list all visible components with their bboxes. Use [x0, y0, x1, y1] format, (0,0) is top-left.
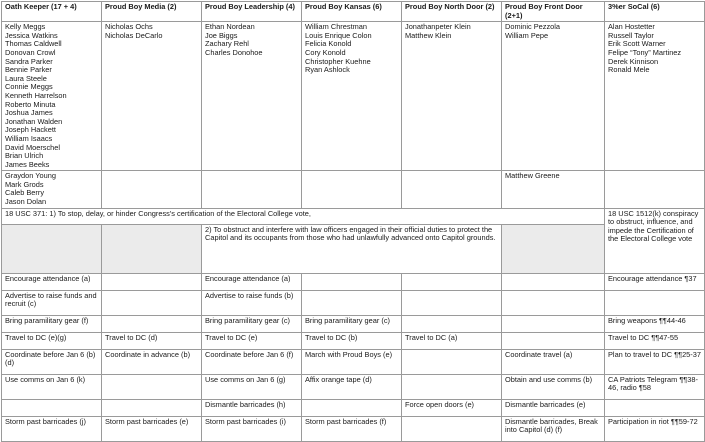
overt-act-cell: Bring paramilitary gear (c) — [202, 315, 302, 332]
person-name: Donovan Crowl — [5, 47, 56, 57]
person-name: Felipe “Tony” Martinez — [608, 47, 682, 57]
person-name: Kenneth Harrelson — [5, 90, 67, 100]
overt-act-cell — [302, 290, 402, 315]
person-name: Cory Konold — [305, 47, 346, 57]
overt-act-cell — [102, 399, 202, 416]
person-name: Charles Donohoe — [205, 47, 263, 57]
overt-act-cell — [102, 273, 202, 290]
cooperator-row — [2, 171, 705, 208]
overt-act-row — [2, 374, 705, 399]
overt-act-cell — [402, 273, 502, 290]
person-name: Erik Scott Warner — [608, 39, 666, 49]
name-list — [2, 171, 102, 208]
column-header: Proud Boy Leadership (4) — [202, 2, 302, 22]
overt-act-cell — [402, 349, 502, 374]
defendants-row — [2, 22, 705, 171]
gray-cell — [102, 224, 202, 273]
name-list — [402, 22, 502, 171]
person-name: Ronald Mele — [608, 65, 650, 75]
column-header: Proud Boy Front Door (2+1) — [502, 2, 605, 22]
overt-acts — [2, 273, 705, 441]
person-name: James Beeks — [5, 159, 50, 169]
overt-act-cell — [2, 399, 102, 416]
person-name: Jonathanpeter Klein — [405, 22, 471, 32]
person-name: Caleb Berry — [5, 188, 45, 198]
overt-act-row — [2, 416, 705, 441]
column-header: Proud Boy Media (2) — [102, 2, 202, 22]
overt-act-cell: Travel to DC (a) — [402, 332, 502, 349]
overt-act-cell: Travel to DC ¶¶47-55 — [605, 332, 705, 349]
overt-act-cell: Dismantle barricades (h) — [202, 399, 302, 416]
overt-act-cell: Coordinate before Jan 6 (f) — [202, 349, 302, 374]
person-name: Joseph Hackett — [5, 125, 56, 135]
person-name: Ethan Nordean — [205, 22, 255, 32]
person-name: Kelly Meggs — [5, 22, 46, 32]
overt-act-cell: Storm past barricades (f) — [302, 416, 402, 441]
overt-act-cell — [502, 315, 605, 332]
overt-act-cell: Dismantle barricades, Break into Capitol (d) (f) — [502, 416, 605, 441]
overt-act-cell: Travel to DC (b) — [302, 332, 402, 349]
person-name: Louis Enrique Colon — [305, 30, 372, 40]
co-conspirator-table — [1, 1, 705, 442]
name-list — [202, 171, 302, 208]
header-row — [2, 2, 705, 22]
name-list — [102, 22, 202, 171]
overt-act-cell — [502, 290, 605, 315]
person-name: Sandra Parker — [5, 56, 53, 66]
overt-act-cell: Bring weapons ¶¶44-46 — [605, 315, 705, 332]
person-name: Matthew Greene — [505, 171, 560, 181]
overt-act-cell — [102, 290, 202, 315]
person-name: William Pepe — [505, 30, 549, 40]
column-header: Proud Boy North Door (2) — [402, 2, 502, 22]
person-name: Christopher Kuehne — [305, 56, 371, 66]
overt-act-cell: Advertise to raise funds and recruit (c) — [2, 290, 102, 315]
overt-act-cell — [402, 290, 502, 315]
person-name: William Chrestman — [305, 22, 368, 32]
person-name: Russell Taylor — [608, 30, 654, 40]
person-name: Jessica Watkins — [5, 30, 58, 40]
person-name: Alan Hostetter — [608, 22, 655, 32]
person-name: Mark Grods — [5, 179, 44, 189]
overt-act-cell — [402, 374, 502, 399]
overt-act-cell: Encourage attendance (a) — [2, 273, 102, 290]
overt-act-cell: Encourage attendance (a) — [202, 273, 302, 290]
overt-act-cell: March with Proud Boys (e) — [302, 349, 402, 374]
overt-act-row — [2, 290, 705, 315]
person-name: David Moerschel — [5, 142, 61, 152]
overt-act-cell: Use comms on Jan 6 (k) — [2, 374, 102, 399]
person-name: Zachary Rehl — [205, 39, 249, 49]
person-name: Matthew Klein — [405, 30, 452, 40]
column-header: 3%er SoCal (6) — [605, 2, 705, 22]
name-list — [302, 171, 402, 208]
overt-act-cell — [502, 273, 605, 290]
overt-act-cell: Travel to DC (e)(g) — [2, 332, 102, 349]
overt-act-row — [2, 315, 705, 332]
person-name: Connie Meggs — [5, 82, 53, 92]
overt-act-cell — [402, 315, 502, 332]
statute-1512: 18 USC 1512(k) conspiracy to obstruct, influence, and impede the Certification of the Electoral College vote — [605, 208, 705, 273]
overt-act-cell: Travel to DC (d) — [102, 332, 202, 349]
person-name: Thomas Caldwell — [5, 39, 62, 49]
person-name: Joe Biggs — [205, 30, 238, 40]
name-list — [102, 171, 202, 208]
column-header: Proud Boy Kansas (6) — [302, 2, 402, 22]
overt-act-cell: Bring paramilitary gear (f) — [2, 315, 102, 332]
overt-act-cell — [102, 374, 202, 399]
overt-act-row — [2, 273, 705, 290]
name-list — [605, 22, 705, 171]
person-name: Nicholas Ochs — [105, 22, 153, 32]
person-name: Graydon Young — [5, 171, 56, 181]
person-name: Nicholas DeCarlo — [105, 30, 163, 40]
name-list — [2, 22, 102, 171]
name-list — [605, 171, 705, 208]
person-name: Roberto Minuta — [5, 99, 56, 109]
overt-act-cell: Coordinate travel (a) — [502, 349, 605, 374]
person-name: Laura Steele — [5, 73, 47, 83]
gray-cell — [2, 224, 102, 273]
person-name: Felicia Konold — [305, 39, 352, 49]
overt-act-cell: Advertise to raise funds (b) — [202, 290, 302, 315]
name-list — [502, 22, 605, 171]
name-list — [502, 171, 605, 208]
overt-act-cell — [502, 332, 605, 349]
overt-act-cell: Coordinate before Jan 6 (b)(d) — [2, 349, 102, 374]
overt-act-cell — [302, 399, 402, 416]
overt-act-cell: Storm past barricades (e) — [102, 416, 202, 441]
person-name: Brian Ulrich — [5, 151, 44, 161]
person-name: Derek Kinnison — [608, 56, 659, 66]
overt-act-cell: Force open doors (e) — [402, 399, 502, 416]
overt-act-cell: Affix orange tape (d) — [302, 374, 402, 399]
overt-act-cell: Storm past barricades (j) — [2, 416, 102, 441]
overt-act-row — [2, 399, 705, 416]
name-list — [402, 171, 502, 208]
gray-cell — [502, 224, 605, 273]
overt-act-cell: Travel to DC (e) — [202, 332, 302, 349]
overt-act-row — [2, 332, 705, 349]
person-name: Ryan Ashlock — [305, 65, 350, 75]
overt-act-cell: Obtain and use comms (b) — [502, 374, 605, 399]
overt-act-cell — [605, 399, 705, 416]
overt-act-cell: Coordinate in advance (b) — [102, 349, 202, 374]
overt-act-cell: Bring paramilitary gear (c) — [302, 315, 402, 332]
person-name: Jason Dolan — [5, 197, 47, 207]
person-name: Joshua James — [5, 108, 53, 118]
overt-act-cell: Plan to travel to DC ¶¶25-37 — [605, 349, 705, 374]
statute-row — [2, 208, 705, 224]
person-name: Dominic Pezzola — [505, 22, 561, 32]
overt-act-cell: Encourage attendance ¶37 — [605, 273, 705, 290]
person-name: Bennie Parker — [5, 65, 52, 75]
statute-sub-row — [2, 224, 705, 273]
overt-act-cell — [102, 315, 202, 332]
overt-act-cell: Use comms on Jan 6 (g) — [202, 374, 302, 399]
overt-act-cell: Storm past barricades (i) — [202, 416, 302, 441]
person-name: William Isaacs — [5, 133, 53, 143]
overt-act-cell: Dismantle barricades (e) — [502, 399, 605, 416]
overt-act-row — [2, 349, 705, 374]
statute-371-clause1: 18 USC 371: 1) To stop, delay, or hinder Congress's certification of the Electoral College vote, — [2, 208, 605, 224]
name-list — [302, 22, 402, 171]
overt-act-cell: CA Patriots Telegram ¶¶38-46, radio ¶58 — [605, 374, 705, 399]
overt-act-cell — [302, 273, 402, 290]
overt-act-cell — [402, 416, 502, 441]
overt-act-cell — [605, 290, 705, 315]
column-header: Oath Keeper (17 + 4) — [2, 2, 102, 22]
name-list — [202, 22, 302, 171]
statute-371-clause2: 2) To obstruct and interfere with law officers engaged in their official duties to protect the Capitol and its occupants from those who had unlawfully advanced onto Capitol grounds. — [202, 224, 502, 273]
person-name: Jonathan Walden — [5, 116, 63, 126]
overt-act-cell: Participation in riot ¶¶59-72 — [605, 416, 705, 441]
